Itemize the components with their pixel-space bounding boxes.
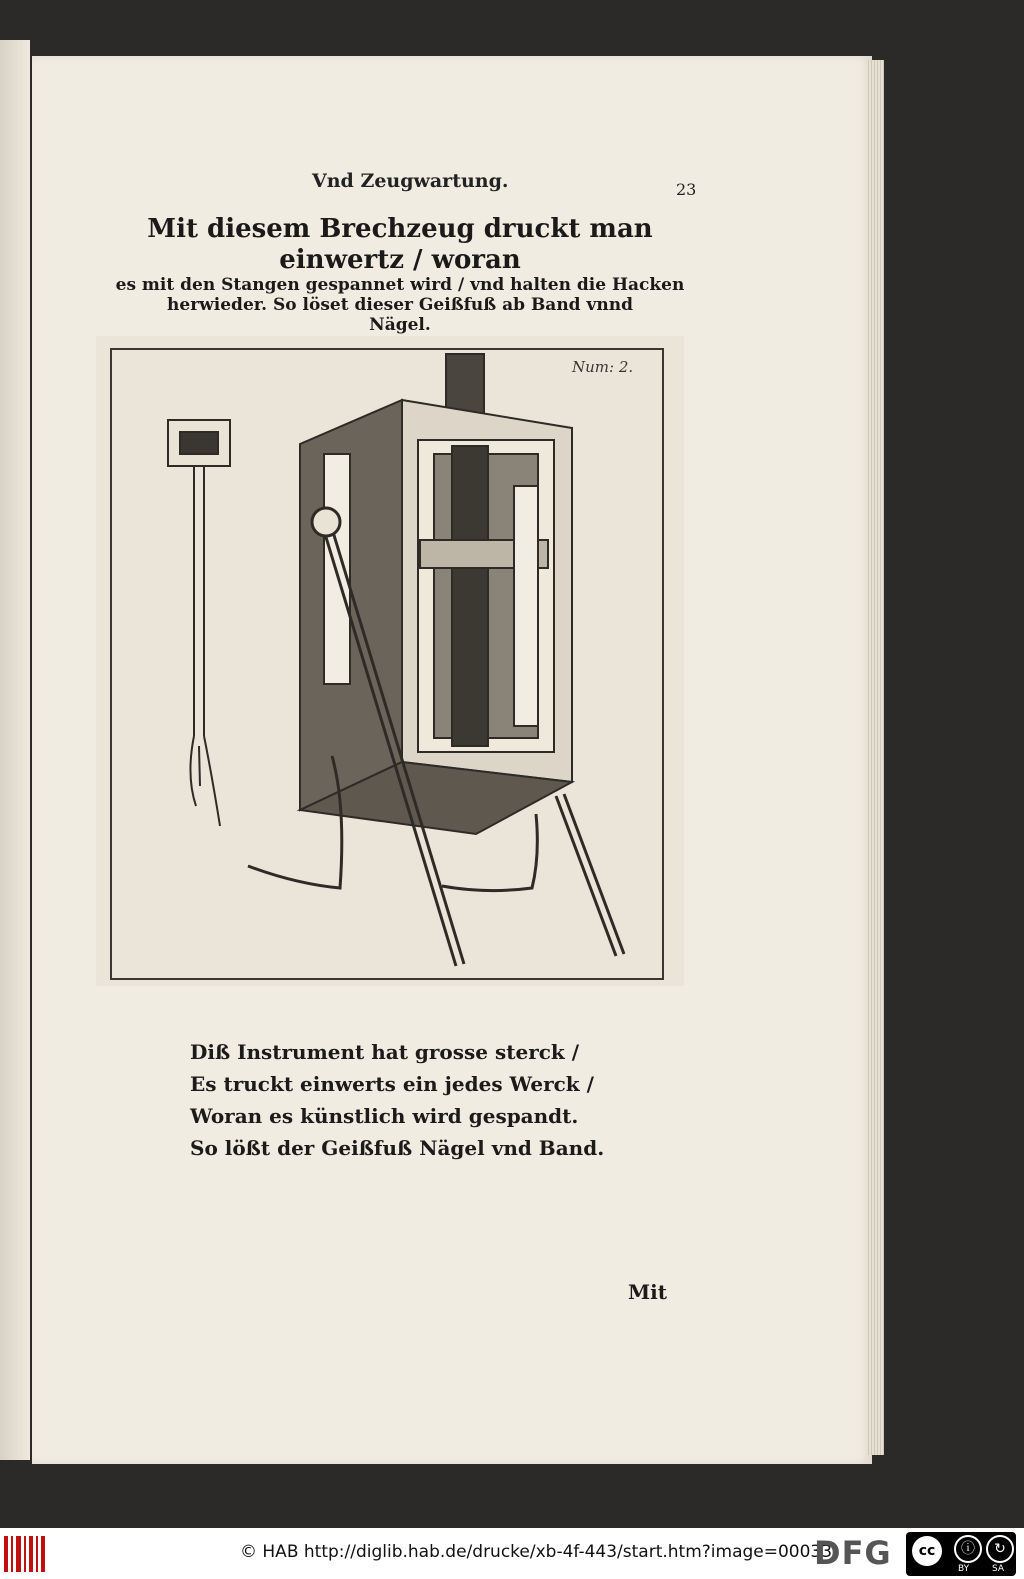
verse-line-1: Diß Instrument hat grosse sterck / [190,1040,580,1064]
cc-icon: cc [912,1536,942,1566]
verse-block [190,1036,604,1164]
heading-line-4: Nägel. [369,315,431,336]
page-number: 23 [676,180,697,199]
dfg-logo: DFG [814,1534,892,1572]
verse-line-3: Woran es künstlich wird gespandt. [190,1104,579,1128]
running-head: Vnd Zeugwartung. [312,170,509,192]
page-edges [866,60,884,1455]
catchword: Mit [628,1280,667,1304]
sa-label: SA [992,1564,1005,1574]
viewer-footer [0,1528,1024,1579]
heading-line-3: herwieder. So löset dieser Geißfuß ab Band vnnd [167,295,633,316]
verse-line-4: So lößt der Geißfuß Nägel vnd Band. [190,1136,605,1160]
barcode-icon [4,1536,46,1572]
heading-line-2: es mit den Stangen gespannet wird / vnd halten die Hacken [115,275,685,296]
cc-license-badge[interactable] [906,1532,1016,1576]
plate-number-label: Num: 2. [572,358,634,376]
by-label: BY [958,1564,970,1574]
attribution-icon: ⓘ [954,1535,982,1563]
footer-credit-link[interactable]: © HAB http://diglib.hab.de/drucke/xb-4f-443/start.htm?image=00033 [240,1542,833,1562]
goats-foot-tool [168,420,230,826]
press-frame [300,354,572,834]
heading-line-1: Mit diesem Brechzeug druckt man einwertz / woran [147,214,653,275]
page-heading [104,214,696,335]
share-alike-icon: ↻ [986,1535,1014,1563]
engraving-illustration [96,336,684,986]
engraving-plate [96,336,684,986]
verse-line-2: Es truckt einwerts ein jedes Werck / [190,1072,594,1096]
left-page-edge [0,40,30,1460]
